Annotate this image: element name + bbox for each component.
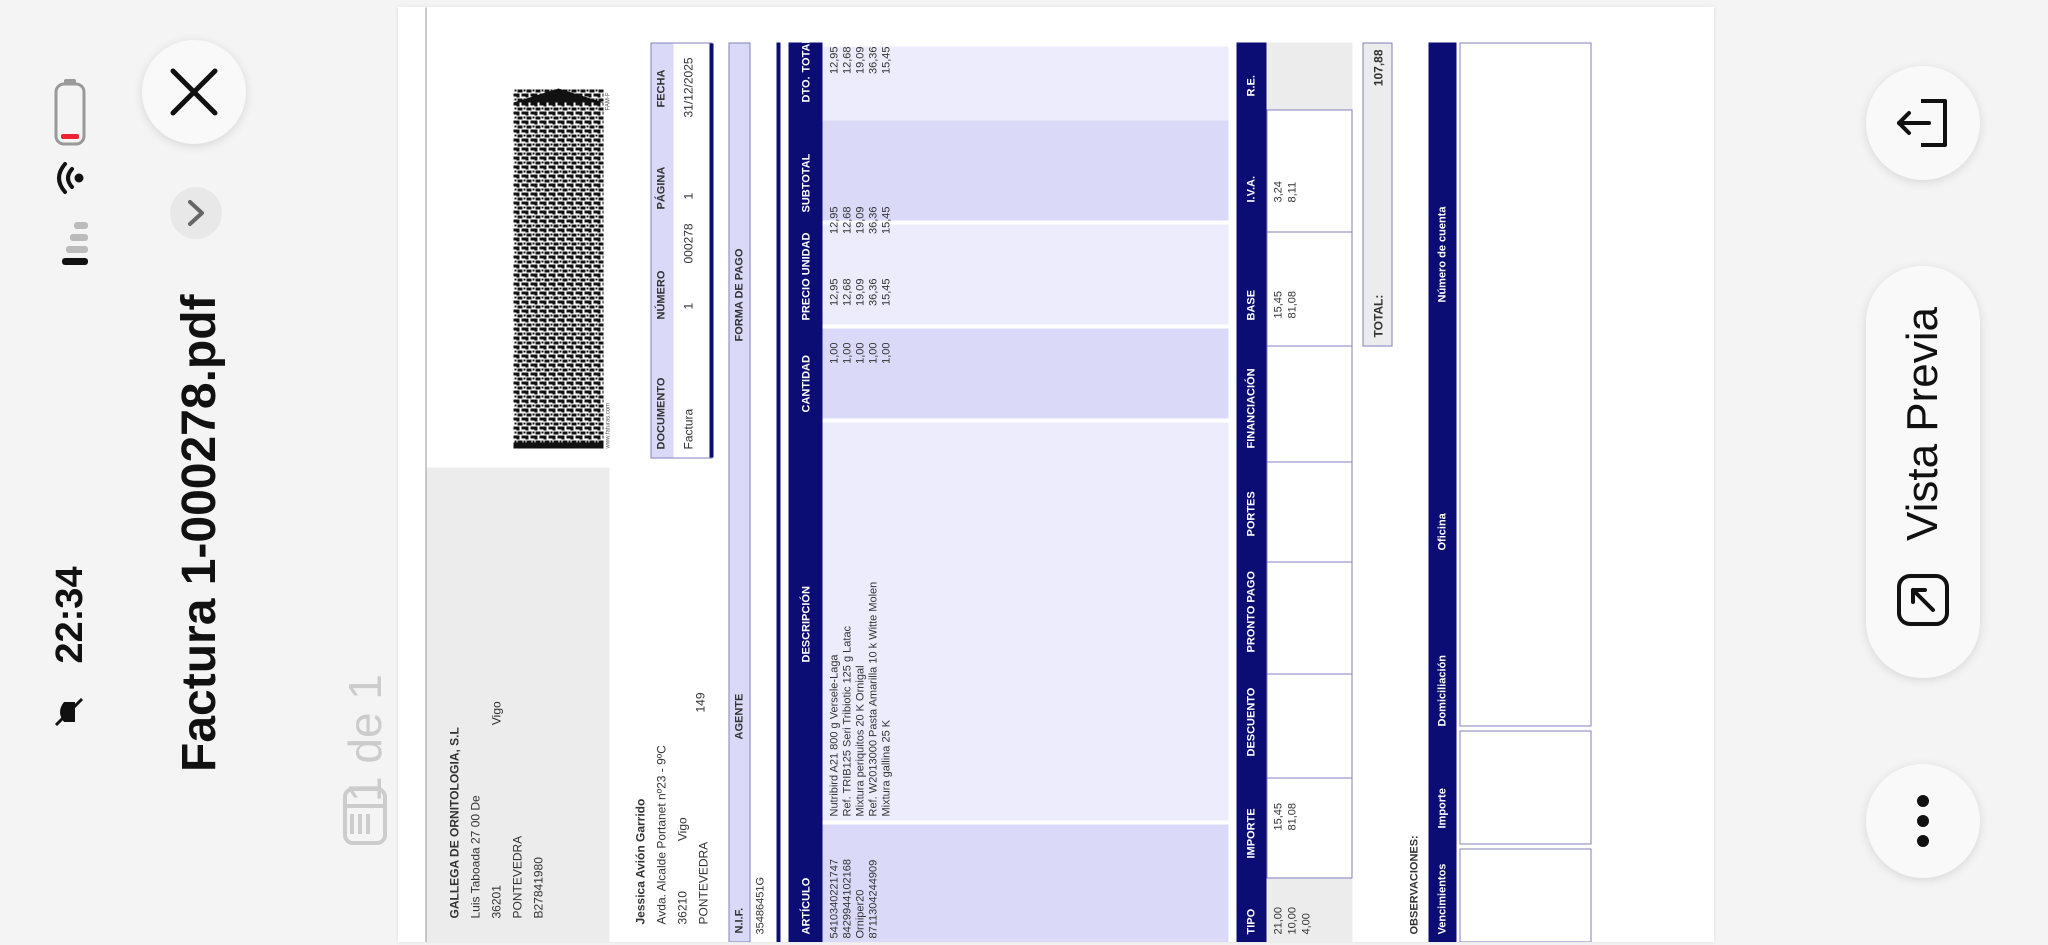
line-subtotal: 19,09 xyxy=(854,206,866,234)
nif-label: N.I.F. xyxy=(733,907,745,933)
barcode-caption-right: FAM-F xyxy=(605,92,611,110)
barcode xyxy=(507,88,609,448)
more-icon xyxy=(1913,791,1933,851)
doc-value-numero-2: 000278 xyxy=(681,222,695,263)
tax-base: 15,45 xyxy=(1272,290,1284,318)
line-code: 8429944102168 xyxy=(841,858,853,938)
line-code: 5410340221747 xyxy=(828,858,840,938)
col-header-precio: PRECIO UNIDAD xyxy=(800,231,812,320)
pdf-page[interactable] xyxy=(398,7,1714,942)
bank-table xyxy=(1428,42,1591,942)
line-desc: Ref. W2013000 Pasta Amarilla 10 k Witte Molen xyxy=(867,581,879,816)
doc-header-fecha: FECHA xyxy=(655,69,667,107)
customer-zip: 36210 xyxy=(675,890,689,924)
bank-header-importe: Importe xyxy=(1436,787,1448,828)
tax-header-financiacion: FINANCIACIÓN xyxy=(1245,367,1257,448)
tax-tipo: 21,00 xyxy=(1272,906,1284,934)
line-item-row xyxy=(867,42,880,942)
file-info-chevron-button[interactable] xyxy=(170,187,222,239)
line-total: 15,45 xyxy=(880,46,892,74)
doc-header-pagina: PÁGINA xyxy=(655,166,667,209)
line-qty: 1,00 xyxy=(828,342,840,364)
col-header-articulo: ARTÍCULO xyxy=(800,877,812,934)
agent-number: 149 xyxy=(693,691,707,712)
share-icon xyxy=(1893,93,1953,153)
company-box xyxy=(426,467,609,942)
page-counter: 1 de 1 xyxy=(339,674,391,802)
line-item-row xyxy=(828,42,841,942)
line-total: 36,36 xyxy=(867,46,879,74)
line-desc: Mixtura gallina 25 K xyxy=(880,719,892,816)
customer-name: Jessica Avión Garrido xyxy=(633,798,647,924)
open-external-icon xyxy=(1894,571,1952,629)
bank-header-vencimientos: Vencimientos xyxy=(1436,863,1448,934)
line-items-table xyxy=(788,36,1228,942)
line-total: 12,95 xyxy=(828,46,840,74)
col-header-cantidad: CANTIDAD xyxy=(800,354,812,412)
tax-row xyxy=(1272,42,1285,942)
tax-header-importe: IMPORTE xyxy=(1245,807,1257,858)
tax-header-tipo: TIPO xyxy=(1245,908,1257,934)
line-desc: Nutribird A21 800 g Versele-Laga xyxy=(828,653,840,816)
preview-button-label: Vista Previa xyxy=(1898,307,1947,541)
tax-importe: 15,45 xyxy=(1272,802,1284,830)
line-item-row xyxy=(880,42,893,942)
chevron-right-icon xyxy=(186,199,206,227)
line-qty: 1,00 xyxy=(841,342,853,364)
line-subtotal: 36,36 xyxy=(867,206,879,234)
line-item-row xyxy=(854,42,867,942)
line-qty: 1,00 xyxy=(880,342,892,364)
company-city: Vigo xyxy=(489,700,503,725)
sidebar-icon[interactable] xyxy=(342,786,388,846)
line-price: 12,95 xyxy=(828,278,840,306)
line-price: 12,68 xyxy=(841,278,853,306)
bell-muted-icon xyxy=(52,695,86,729)
customer-city: Vigo xyxy=(675,816,689,841)
company-cif: B27841980 xyxy=(531,856,545,918)
tax-tipo: 10,00 xyxy=(1286,906,1298,934)
tax-header-base: BASE xyxy=(1245,289,1257,320)
tax-importe: 81,08 xyxy=(1286,802,1298,830)
document-title: Factura 1-000278.pdf xyxy=(173,294,226,772)
wifi-icon xyxy=(54,158,88,198)
close-icon xyxy=(167,65,221,119)
line-qty: 1,00 xyxy=(867,342,879,364)
line-code: 8711304244909 xyxy=(867,859,879,938)
invoice-document xyxy=(398,7,1714,942)
tax-header-re: R.E. xyxy=(1245,74,1257,96)
company-street: Luis Taboada 27 00 De xyxy=(468,794,482,918)
doc-header-documento: DOCUMENTO xyxy=(655,377,667,449)
line-qty: 1,00 xyxy=(854,342,866,364)
preview-button[interactable] xyxy=(1866,266,1980,678)
line-subtotal: 15,45 xyxy=(880,206,892,234)
tax-tipo: 4,00 xyxy=(1300,912,1312,934)
col-header-dto: DTO. xyxy=(800,75,812,102)
line-price: 15,45 xyxy=(880,278,892,306)
meta-header-bar xyxy=(728,42,750,942)
bank-header-oficina: Oficina xyxy=(1436,512,1448,550)
status-time: 22:34 xyxy=(49,566,91,664)
line-desc: Ref. TRIB125 Seri Tribiotic 125 g Latac xyxy=(841,625,853,816)
agent-label: AGENTE xyxy=(733,693,745,739)
col-header-descripcion: DESCRIPCIÓN xyxy=(800,585,812,662)
tax-header-pronto: PRONTO PAGO xyxy=(1245,570,1257,652)
customer-street: Avda. Alcalde Portanet nº23 - 9ºC xyxy=(654,744,668,924)
doc-header-numero: NÚMERO xyxy=(655,270,667,319)
signal-icon xyxy=(60,218,90,268)
customer-province: PONTEVEDRA xyxy=(696,841,710,924)
tax-row xyxy=(1300,42,1313,942)
doc-info-table xyxy=(650,42,712,458)
doc-value-pagina: 1 xyxy=(681,192,695,199)
barcode-caption-left: www.faturas.com xyxy=(605,402,611,448)
battery-icon xyxy=(54,78,86,146)
more-button[interactable] xyxy=(1866,764,1980,878)
col-header-subtotal: SUBTOTAL xyxy=(800,153,812,212)
doc-value-documento: Factura xyxy=(681,408,695,449)
tax-iva: 8,11 xyxy=(1286,181,1298,202)
tax-base: 81,08 xyxy=(1286,290,1298,318)
line-subtotal: 12,95 xyxy=(828,206,840,234)
company-province: PONTEVEDRA xyxy=(510,835,524,918)
tax-row xyxy=(1286,42,1299,942)
payment-label: FORMA DE PAGO xyxy=(733,248,745,341)
tax-header-descuento: DESCUENTO xyxy=(1245,687,1257,756)
close-button[interactable] xyxy=(142,40,246,144)
company-zip: 36201 xyxy=(489,884,503,918)
doc-value-fecha: 31/12/2025 xyxy=(681,56,695,117)
nif-value: 35486451G xyxy=(754,876,766,934)
col-header-total: TOTAL xyxy=(800,36,812,72)
bank-header-cuenta: Número de cuenta xyxy=(1436,206,1448,302)
line-price: 36,36 xyxy=(867,278,879,306)
line-total: 12,68 xyxy=(841,46,853,74)
tax-iva: 3,24 xyxy=(1272,180,1284,202)
total-box xyxy=(1362,42,1392,346)
line-price: 19,09 xyxy=(854,278,866,306)
customer-block xyxy=(630,524,714,924)
line-desc: Mixtura periquitos 20 K Ornigal xyxy=(854,664,866,816)
total-label: TOTAL: xyxy=(1371,294,1385,337)
line-item-row xyxy=(841,42,854,942)
line-subtotal: 12,68 xyxy=(841,206,853,234)
share-button[interactable] xyxy=(1866,66,1980,180)
observations-label: OBSERVACIONES: xyxy=(1408,834,1420,934)
tax-header-portes: PORTES xyxy=(1245,490,1257,536)
bank-header-domiciliacion: Domiciliación xyxy=(1436,654,1448,726)
tax-header-iva: I.V.A. xyxy=(1245,175,1257,202)
total-value: 107,88 xyxy=(1371,49,1385,86)
company-name: GALLEGA DE ORNITOLOGIA, S.L xyxy=(447,726,461,918)
line-total: 19,09 xyxy=(854,46,866,74)
line-code: Orniper20 xyxy=(854,889,866,938)
taxes-table xyxy=(1236,42,1352,942)
doc-value-numero: 1 xyxy=(681,302,695,309)
